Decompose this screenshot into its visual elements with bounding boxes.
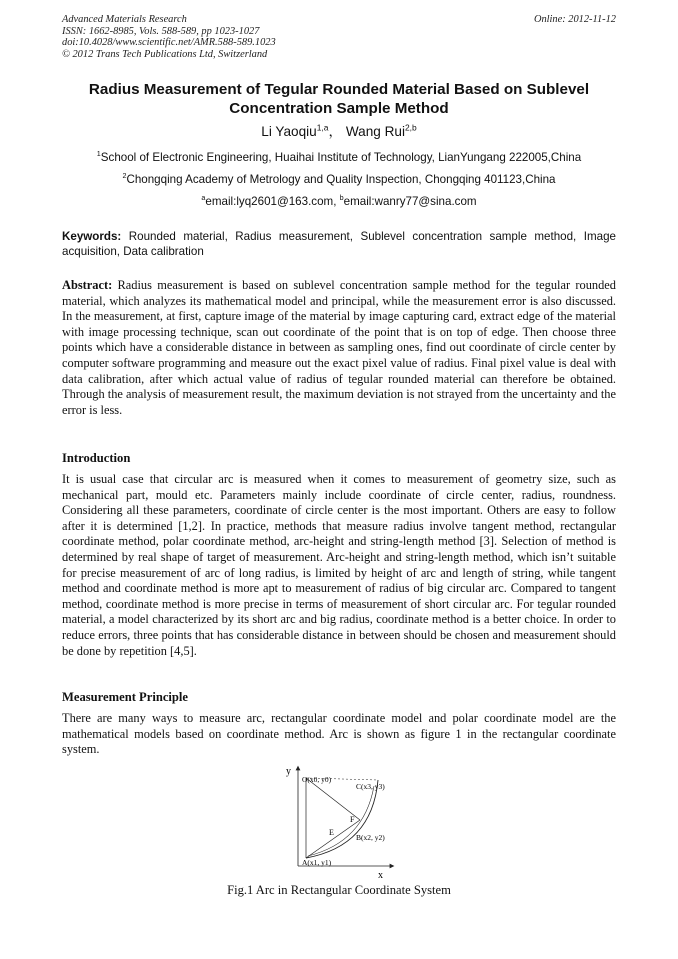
figure-caption: Fig.1 Arc in Rectangular Coordinate System bbox=[227, 883, 451, 897]
abstract-text: Radius measurement is based on sublevel concentration sample method for the tegular rounded material, which analyzes its mathematical model and principal, while the measurement error is also discussed. In the measurement, at first, capture image of the material by image capturing card, extract edge of the material with image processing technique, scan out coordinate of the point that is on top of edge. Then choose three points which have a considerable distance in between as sampling ones, find out coordinate of circle center by computer software programming and measure out the exact pixel value of radius. Final pixel value is deal with data calibration, after which actual value of radius of tegular rounded material can therefore be obtained. Through the analysis of measurement result, the maximum deviation is not strayed from the uncertainty and the error is less. bbox=[62, 278, 616, 417]
title-line-1: Radius Measurement of Tegular Rounded Material Based on Sublevel bbox=[88, 81, 590, 98]
title-line-2: Concentration Sample Method bbox=[229, 100, 449, 117]
point-c-label: C(x3, y3) bbox=[356, 782, 385, 791]
abstract-label: Abstract: bbox=[62, 278, 113, 292]
author-line bbox=[62, 124, 616, 140]
introduction-heading: Introduction bbox=[62, 451, 131, 465]
point-o-label: O(x0, y0) bbox=[302, 775, 332, 784]
affiliation-1-sup: 1 bbox=[96, 149, 101, 159]
journal-header bbox=[62, 14, 616, 60]
affiliation-2-sup: 2 bbox=[122, 171, 127, 181]
author-1-sup: 1,a bbox=[316, 122, 329, 133]
copyright-line: © 2012 Trans Tech Publications Ltd, Switzerland bbox=[62, 48, 268, 60]
x-axis-label: x bbox=[378, 870, 383, 880]
point-f-label: F bbox=[350, 815, 355, 824]
line-o-to-f bbox=[306, 778, 360, 820]
online-date: Online: 2012-11-12 bbox=[533, 14, 616, 25]
affiliation-2 bbox=[62, 173, 616, 187]
abstract-block bbox=[62, 278, 616, 418]
introduction-text: It is usual case that circular arc is measured when it comes to measurement of geometry size, such as mechanical part, mould etc. Parameters mainly include coordinate of circle center, radius, roundness. Considering all these parameters, coordinate of circle center is the most important. Others are easy to follow after it is determined [1,2]. In practice, methods that measure radius involve tangent method, rectangular coordinate method, polar coordinate method, arc-height and string-length method [3]. Selection of method is determined by real shape of target of measurement. Arc-height and string-length method, which isn’t suitable for precise measurement of arc of long radius, is limited by height of arc and length of string, while tangent method and coordinate method is more apt to measurement of radius of big circular arc. Compared to tangent method, coordinate method is more precise in terms of measurement of short circular arc. For tegular rounded material, a model characterized by its short arc and big radius, coordinate method is a better choice. In order to reduce errors, three points that has considerable distance in between should be chosen and measurement should be done by repetition [4,5]. bbox=[62, 472, 616, 658]
author-1: Li Yaoqiu bbox=[261, 124, 317, 139]
author-2: Wang Rui bbox=[345, 124, 405, 139]
affiliation-1 bbox=[62, 151, 616, 165]
keywords-block bbox=[62, 229, 616, 259]
email-a[interactable]: email:lyq2601@163.com, bbox=[205, 195, 337, 208]
paper-title bbox=[62, 80, 616, 118]
point-e-label: E bbox=[329, 828, 334, 837]
point-b-label: B(x2, y2) bbox=[356, 833, 385, 842]
issn-line: ISSN: 1662-8985, Vols. 588-589, pp 1023-1027 bbox=[62, 25, 260, 37]
author-2-sup: 2,b bbox=[405, 122, 417, 133]
arc-curve bbox=[306, 780, 378, 858]
email-a-sup: a bbox=[201, 193, 206, 203]
principle-heading: Measurement Principle bbox=[62, 690, 189, 704]
affiliation-1-text: School of Electronic Engineering, Huaihai Institute of Technology, LianYungang 222005,China bbox=[100, 151, 582, 164]
doi-line: doi:10.4028/www.scientific.net/AMR.588-589.1023 bbox=[62, 37, 276, 49]
email-b-sup: b bbox=[339, 193, 344, 203]
point-a-label: A(x1, y1) bbox=[302, 858, 332, 867]
keywords-label: Keywords: bbox=[62, 230, 122, 243]
figure-arc-diagram bbox=[280, 762, 400, 880]
email-b[interactable]: email:wanry77@sina.com bbox=[343, 195, 477, 208]
line-a-to-f bbox=[306, 820, 360, 858]
y-axis-label: y bbox=[286, 766, 291, 777]
principle-text: There are many ways to measure arc, rectangular coordinate model and polar coordinate model are the mathematical models based on coordinate method. Arc is shown as figure 1 in the rectangular coordinate system. bbox=[62, 711, 616, 757]
affiliation-2-text: Chongqing Academy of Metrology and Quality Inspection, Chongqing 401123,China bbox=[126, 173, 556, 186]
email-line bbox=[62, 195, 616, 209]
keywords-text: Rounded material, Radius measurement, Sublevel concentration sample method, Image acquisition, Data calibration bbox=[62, 230, 616, 258]
journal-name: Advanced Materials Research bbox=[62, 14, 187, 25]
author-separator: ， bbox=[328, 124, 343, 139]
